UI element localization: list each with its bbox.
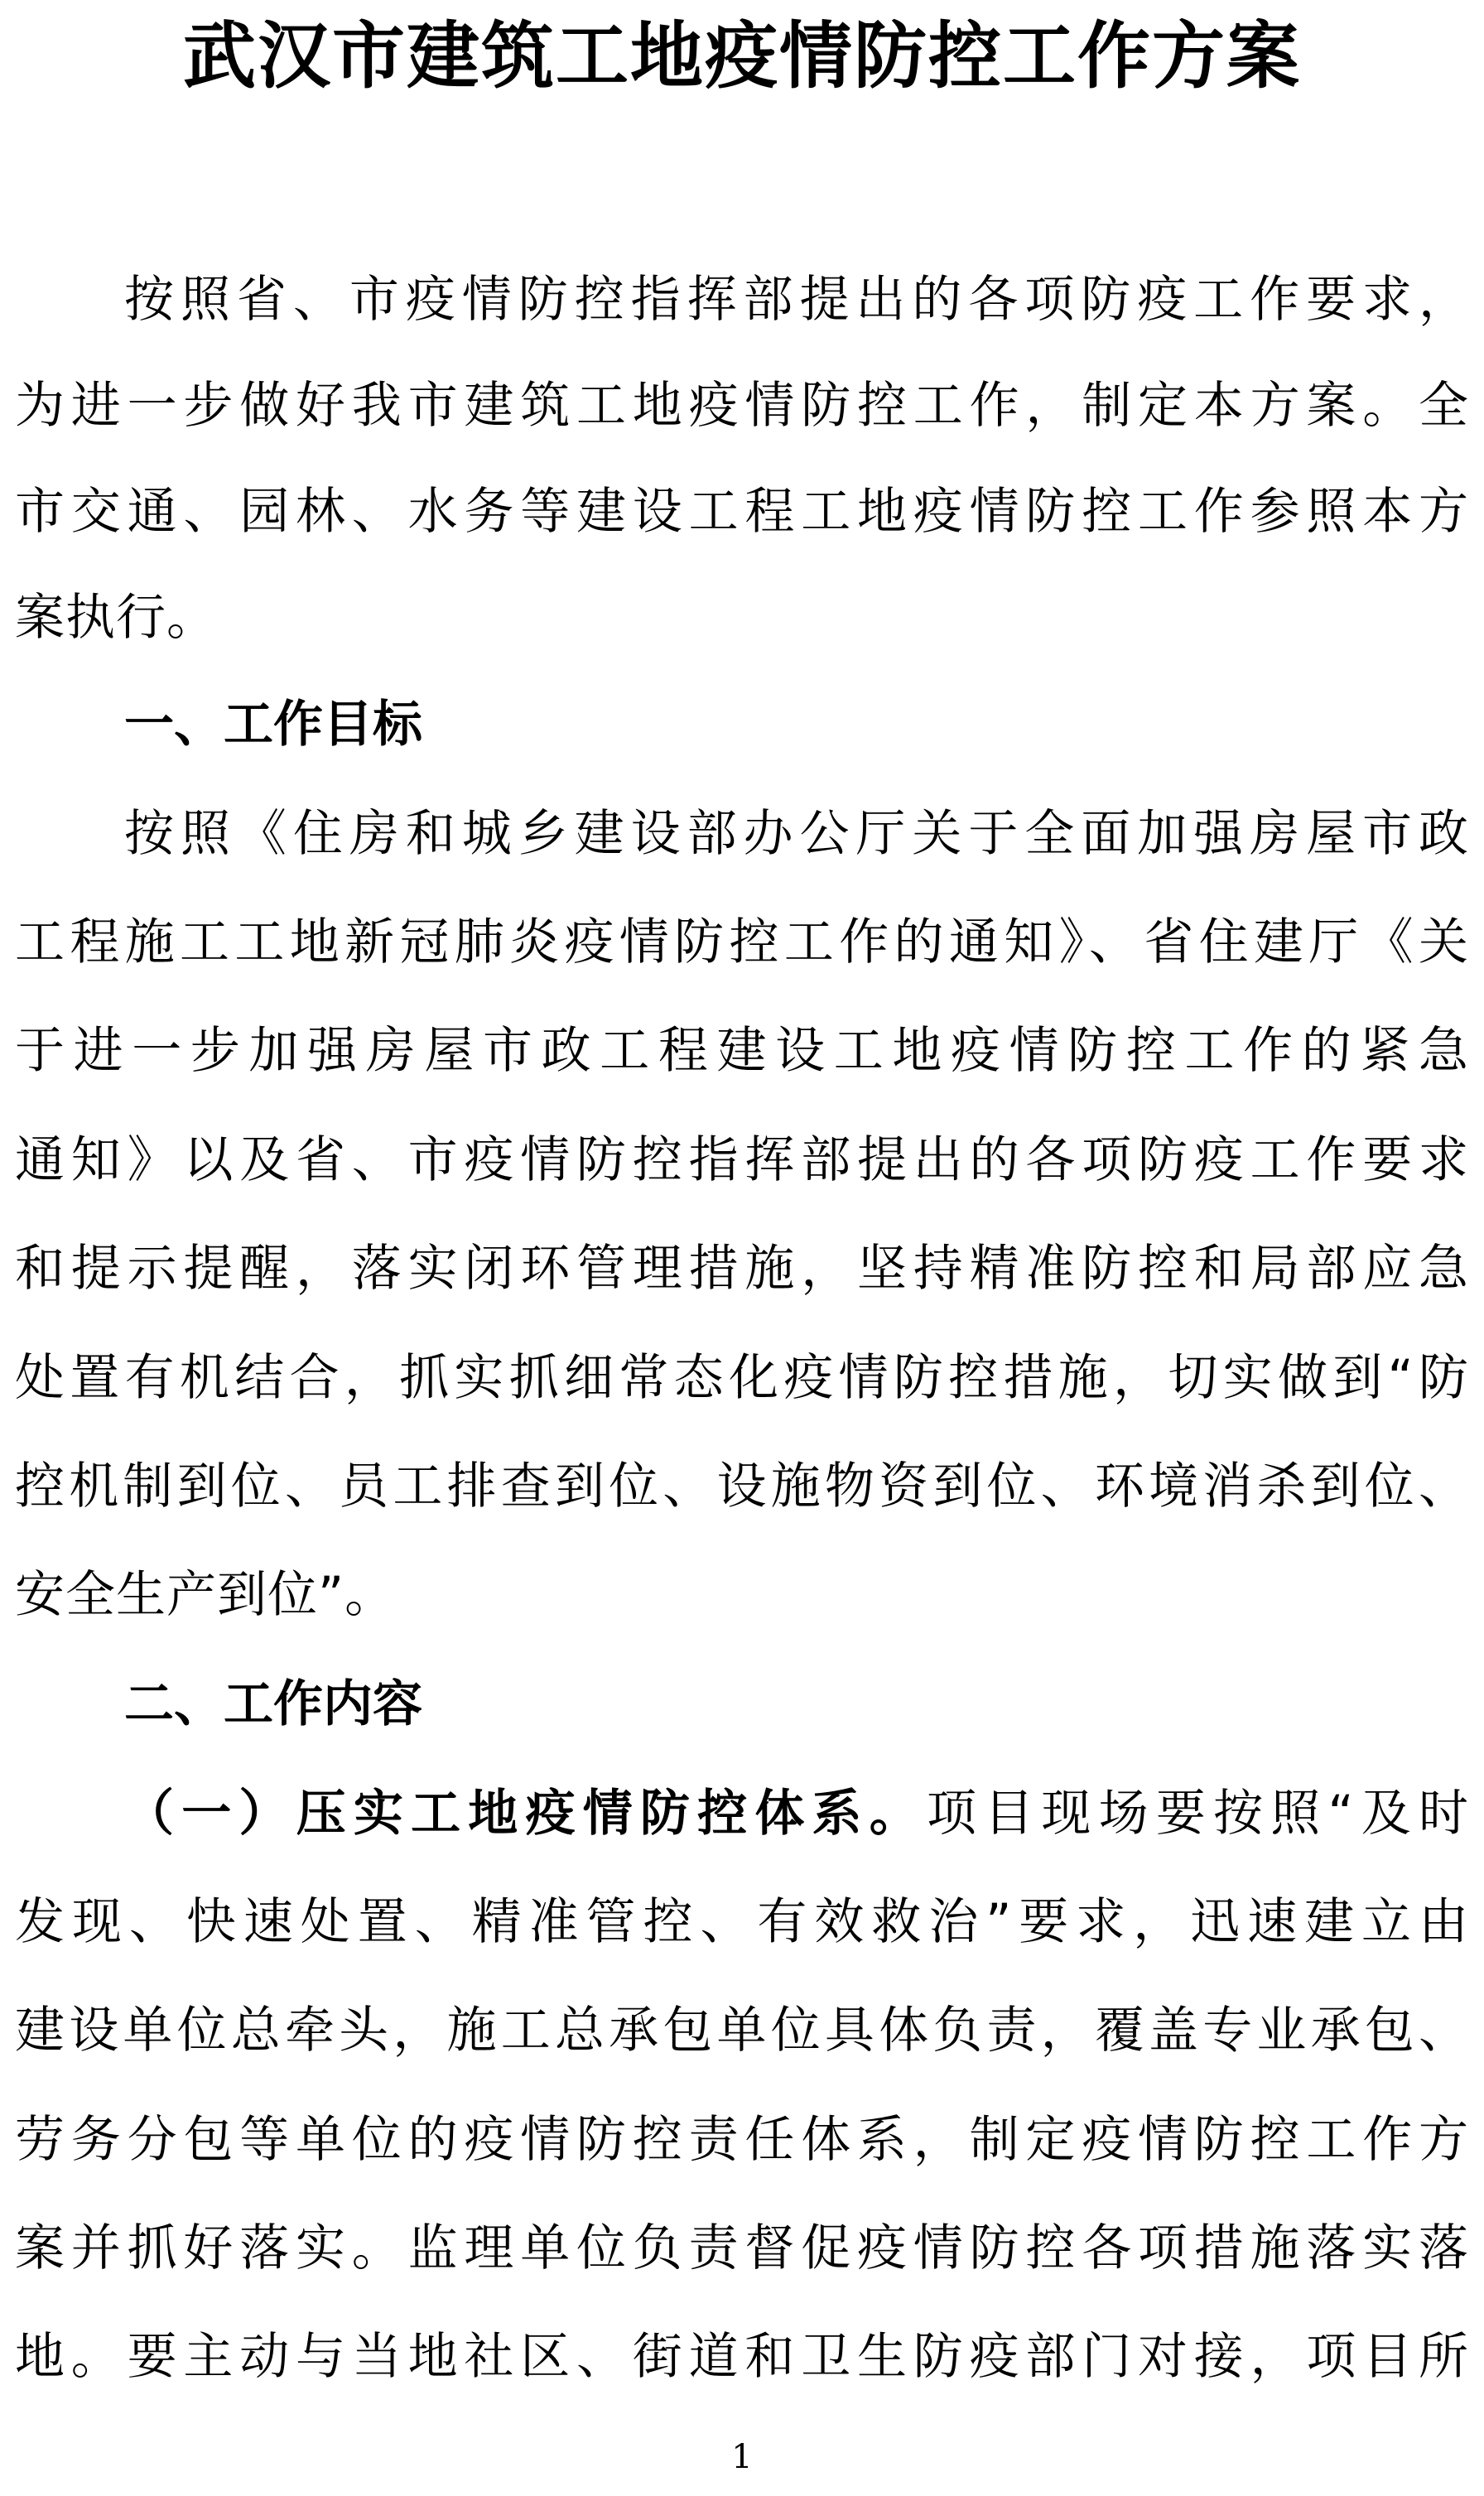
section2-item1-first-rest: 项目现场要按照“及时: [927, 1785, 1470, 1843]
section1-line-1: 按照《住房和城乡建设部办公厅关于全面加强房屋市政: [124, 805, 1469, 863]
section2-line-6: 地。要主动与当地社区、街道和卫生防疫部门对接，项目所: [15, 2328, 1469, 2386]
section2-line-5: 案并抓好落实。监理单位负责督促疫情防控各项措施落实落: [15, 2219, 1469, 2277]
intro-line-4: 案执行。: [15, 589, 217, 647]
section2-item1-first-line: [124, 1780, 1469, 1847]
section1-line-3: 于进一步加强房屋市政工程建设工地疫情防控工作的紧急: [15, 1022, 1469, 1080]
section2-line-2: 发现、快速处置、精准管控、有效救治”要求，迅速建立由: [15, 1893, 1469, 1951]
document-title: 武汉市建筑工地疫情防控工作方案: [182, 13, 1301, 99]
intro-line-1: 按照省、市疫情防控指挥部提出的各项防疫工作要求，: [124, 271, 1469, 329]
section2-heading: 二、工作内容: [124, 1675, 422, 1733]
page-number: 1: [731, 2438, 753, 2476]
section2-line-4: 劳务分包等单位的疫情防控责任体系，制定疫情防控工作方: [15, 2111, 1469, 2169]
section1-heading: 一、工作目标: [124, 696, 422, 754]
section1-line-6: 处置有机结合，抓实抓细常态化疫情防控措施，切实做到“防: [15, 1349, 1469, 1407]
section1-line-4: 通知》以及省、市疫情防控指挥部提出的各项防疫工作要求: [15, 1131, 1469, 1189]
section1-line-8: 安全生产到位”。: [15, 1566, 396, 1624]
section2-line-3: 建设单位总牵头，施工总承包单位具体负责，覆盖专业承包、: [15, 2002, 1469, 2060]
intro-line-3: 市交通、园林、水务等建设工程工地疫情防控工作参照本方: [15, 483, 1469, 541]
section1-line-5: 和提示提醒，落实闭环管理措施，坚持精准防控和局部应急: [15, 1240, 1469, 1298]
section1-line-2: 工程施工工地新冠肺炎疫情防控工作的通知》、省住建厅《关: [15, 913, 1469, 971]
intro-line-2: 为进一步做好我市建筑工地疫情防控工作，制定本方案。全: [15, 377, 1469, 435]
section2-item1-lead: （一）压实工地疫情防控体系。: [124, 1785, 927, 1843]
section1-line-7: 控机制到位、员工排查到位、设施物资到位、环境消杀到位、: [15, 1458, 1469, 1515]
